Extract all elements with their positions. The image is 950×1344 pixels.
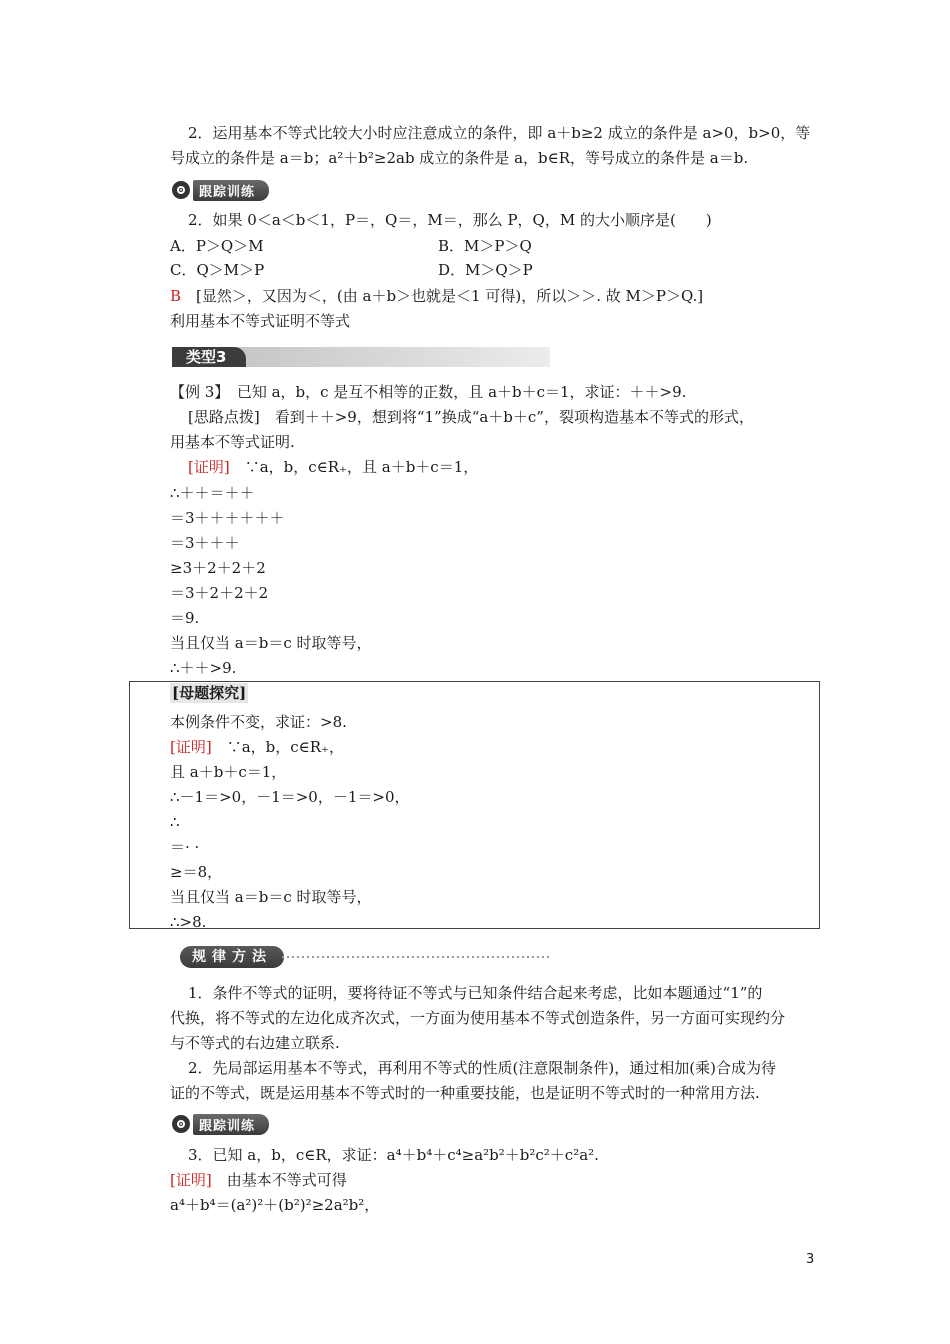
proof-text: ∵a，b，c∈R₊，且 a＋b＋c＝1， bbox=[229, 458, 479, 476]
mother-problem-line-6: ＝· · bbox=[170, 838, 200, 856]
question-3-proof-line-2: a⁴＋b⁴＝(a²)²＋(b²)²≥2a²b²， bbox=[170, 1196, 380, 1214]
option-a: A．P＞Q＞M bbox=[170, 237, 264, 255]
example-3-text: 已知 a，b，c 是互不相等的正数，且 a＋b＋c＝1，求证：＋＋>9. bbox=[221, 383, 687, 401]
law-1-line-3: 与不等式的右边建立联系. bbox=[170, 1034, 340, 1052]
option-b: B．M＞P＞Q bbox=[438, 237, 532, 255]
law-2-line-1: 2．先局部运用基本不等式，再利用不等式的性质(注意限制条件)，通过相加(乘)合成为待 bbox=[188, 1059, 776, 1077]
para-1-line-1: 2．运用基本不等式比较大小时应注意成立的条件，即 a＋b≥2 成立的条件是 a>0，b>0，等 bbox=[188, 124, 811, 142]
proof-line-4: ＝3＋＋＋ bbox=[170, 534, 240, 552]
proof-line-9: ∴＋＋>9. bbox=[170, 659, 237, 677]
mother-problem-line-4: ∴－1＝>0，－1＝>0，－1＝>0， bbox=[170, 788, 410, 806]
proof-line-8: 当且仅当 a＝b＝c 时取等号， bbox=[170, 634, 372, 652]
option-d: D．M＞Q＞P bbox=[438, 261, 533, 279]
hint-line-2: 用基本不等式证明. bbox=[170, 433, 295, 451]
target-icon bbox=[172, 1115, 190, 1133]
page-number: 3 bbox=[806, 1252, 815, 1267]
answer-explanation: [显然＞，又因为＜，(由 a＋b＞也就是＜1 可得)，所以＞＞. 故 M＞P＞Q.] bbox=[181, 287, 704, 305]
answer-2 bbox=[170, 286, 703, 306]
proof-line-1 bbox=[188, 457, 478, 477]
target-icon bbox=[172, 181, 190, 199]
mother-proof-text: ∵a，b，c∈R₊， bbox=[211, 738, 344, 756]
type-3-tag: 类型3 bbox=[172, 347, 246, 367]
section-heading: 利用基本不等式证明不等式 bbox=[170, 312, 351, 330]
question-2: 2．如果 0＜a＜b＜1，P＝，Q＝，M＝，那么 P，Q，M 的大小顺序是( ) bbox=[188, 211, 712, 229]
example-3 bbox=[170, 382, 686, 402]
mother-problem-line-9: ∴>8. bbox=[170, 913, 207, 931]
mother-problem-line-2 bbox=[170, 737, 344, 757]
proof-label: [证明] bbox=[188, 458, 230, 476]
proof-line-7: ＝9. bbox=[170, 609, 200, 627]
q3-proof-text: 由基本不等式可得 bbox=[211, 1171, 347, 1189]
mother-problem-line-3: 且 a＋b＋c＝1， bbox=[170, 763, 287, 781]
question-3: 3．已知 a，b，c∈R，求证：a⁴＋b⁴＋c⁴≥a²b²＋b²c²＋c²a². bbox=[188, 1146, 599, 1164]
law-method-tag: 规律方法 bbox=[180, 946, 284, 968]
example-3-label: 【例 3】 bbox=[170, 383, 222, 401]
law-method-banner bbox=[172, 946, 552, 968]
mother-problem-line-1: 本例条件不变，求证：>8. bbox=[170, 713, 347, 731]
mother-problem-line-7: ≥＝8， bbox=[170, 863, 223, 881]
badge-label: 跟踪训练 bbox=[193, 1114, 269, 1135]
question-3-proof-line-1 bbox=[170, 1170, 347, 1190]
dotted-divider bbox=[282, 956, 552, 958]
law-2-line-2: 证的不等式，既是运用基本不等式时的一种重要技能，也是证明不等式时的一种常用方法. bbox=[170, 1084, 760, 1102]
tracking-practice-badge-2 bbox=[172, 1114, 269, 1134]
badge-label: 跟踪训练 bbox=[193, 180, 269, 201]
mother-problem-tag: [母题探究] bbox=[172, 684, 247, 702]
hint-line-1: [思路点拨] 看到＋＋>9，想到将“1”换成“a＋b＋c”，裂项构造基本不等式的形式， bbox=[188, 408, 754, 426]
q3-proof-label: [证明] bbox=[170, 1171, 212, 1189]
mother-problem-line-8: 当且仅当 a＝b＝c 时取等号， bbox=[170, 888, 372, 906]
mother-problem-line-5: ∴ bbox=[170, 813, 180, 831]
type-3-banner bbox=[172, 347, 550, 367]
tracking-practice-badge-1 bbox=[172, 180, 269, 200]
option-c: C．Q＞M＞P bbox=[170, 261, 265, 279]
law-1-line-1: 1．条件不等式的证明，要将待证不等式与已知条件结合起来考虑，比如本题通过“1”的 bbox=[188, 984, 763, 1002]
answer-letter: B bbox=[170, 287, 182, 305]
para-1-line-2: 号成立的条件是 a＝b；a²＋b²≥2ab 成立的条件是 a，b∈R，等号成立的条件是 a＝b. bbox=[170, 149, 749, 167]
law-1-line-2: 代换，将不等式的左边化成齐次式，一方面为使用基本不等式创造条件，另一方面可实现约分 bbox=[170, 1009, 786, 1027]
proof-line-3: ＝3＋＋＋＋＋＋ bbox=[170, 509, 285, 527]
proof-line-5: ≥3＋2＋2＋2 bbox=[170, 559, 266, 577]
proof-line-2: ∴＋＋＝＋＋ bbox=[170, 484, 255, 502]
proof-line-6: ＝3＋2＋2＋2 bbox=[170, 584, 269, 602]
mother-proof-label: [证明] bbox=[170, 738, 212, 756]
